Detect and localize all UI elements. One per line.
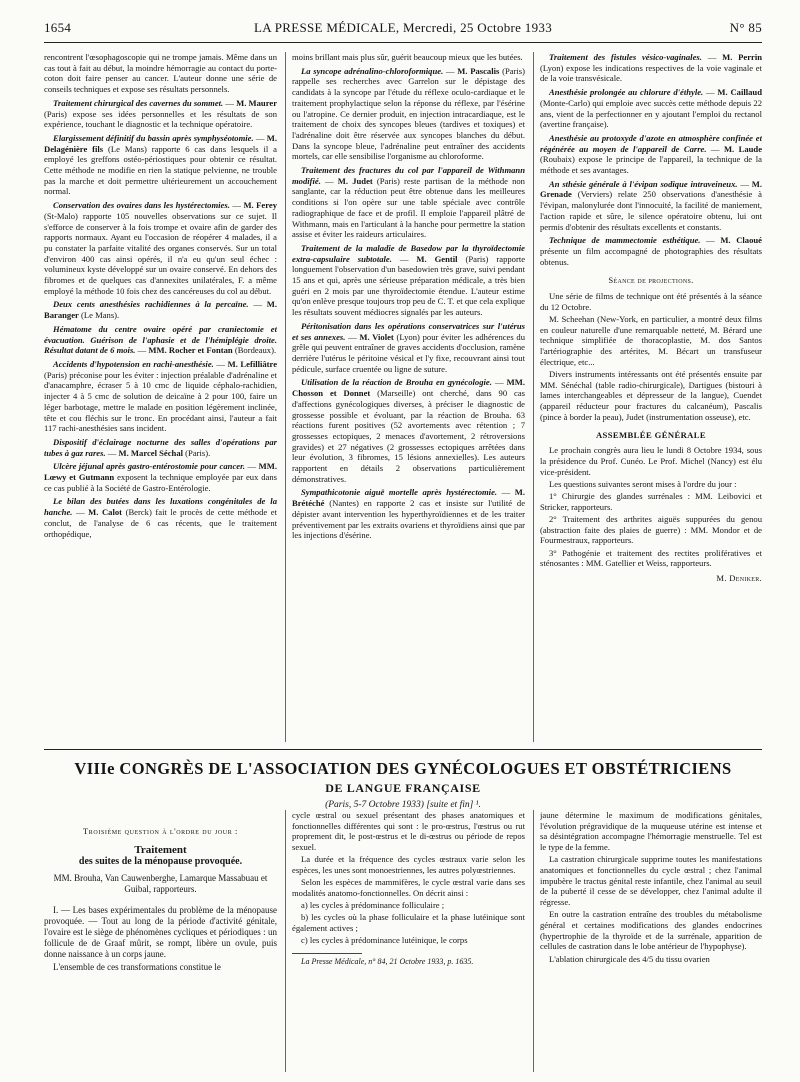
communication-entry: Traitement chirurgical des cavernes du sommet. — M. Maurer (Paris) expose ses idées personnelles et les résultats de son expérience, touchant le diagnostic et la technique opératoire. xyxy=(44,97,277,130)
communication-title: Anesthésie prolongée au chlorure d'éthyle. xyxy=(549,87,704,98)
communication-author: M. Lefilliâtre xyxy=(227,358,277,369)
communication-author: M. Delagénière fils xyxy=(44,132,277,154)
communication-text: expose ses idées personnelles et les résultats de son expérience, touchant le diagnostic et la technique opératoire. xyxy=(44,108,277,130)
communication-entry: Anesthésie au protoxyde d'azote en atmosphère confinée et régénérée au moyen de l'appareil de Carre. — M. Laude (Roubaix) expose le principe de l'appareil, la technique de la méthode et ses avantages. xyxy=(540,132,762,176)
communication-author: MM. Rocher et Fontan xyxy=(148,345,233,356)
report-rapporteurs: MM. Brouha, Van Cauwenberghe, Lamarque Massabuau et Guibal, rapporteurs. xyxy=(53,873,268,894)
communication-title: Technique de mammectomie esthétique. xyxy=(549,235,701,246)
communication-entry: Technique de mammectomie esthétique. — M. Claoué présente un film accompagné de photographies des résultats obtenus. xyxy=(540,235,762,267)
column-divider xyxy=(285,810,286,1072)
communication-author: M. Violet xyxy=(359,331,394,342)
column-divider xyxy=(533,52,534,742)
communication-place: (St-Malo) xyxy=(44,210,78,221)
communication-author: M. Claoué xyxy=(720,235,762,246)
communication-title: Accidents d'hypotension en rachi-anesthésie. xyxy=(53,358,214,369)
communication-author: M. Judet xyxy=(337,175,373,186)
communication-title: Deux cents anesthésies rachidiennes à la percaïne. xyxy=(53,299,249,310)
communication-place: (Verviers) xyxy=(577,189,613,200)
communication-title: Le bilan des butées dans les luxations congénitales de la hanche. xyxy=(44,496,277,518)
communication-author: M. Baranger xyxy=(44,299,277,321)
communication-title: Utilisation de la réaction de Brouha en gynécologie. xyxy=(301,377,492,388)
communication-entry: Deux cents anesthésies rachidiennes à la percaïne. — M. Baranger (Le Mans). xyxy=(44,299,277,321)
report-list-item: c) les cycles à prédominance lutéinique, le corps xyxy=(301,935,468,946)
communication-author: M. Grenade xyxy=(540,178,762,200)
communication-title: Traitement des fractures du col par l'appareil de Withmann modifié. xyxy=(292,165,525,186)
report-paragraph: L'ensemble de ces transformations constitue le xyxy=(53,961,221,972)
communication-author: MM. Lœwy et Gutmann xyxy=(44,461,277,483)
communication-text: reste partisan de la méthode non sanglante, car la réduction peut être obtenue dans les meilleures conditions si l'on opère sur une table spéciale avec contrôle radiographique de face et de profil. Il emploie l'appareil plâtré de Withmann, mais en l'articulant à la hanche pour permettre la station assise et éviter les raideurs articulaires. xyxy=(292,175,525,240)
issue-number: N° 85 xyxy=(729,20,762,35)
communication-author: M. Perrin xyxy=(722,52,762,62)
communication-text: moins brillant mais plus sûr, guérit beaucoup mieux que les butées. xyxy=(292,52,523,62)
report-subtitle: des suites de la ménopause provoquée. xyxy=(78,856,243,867)
column-3 xyxy=(540,52,762,746)
communication-place: (Paris). xyxy=(185,447,211,458)
projections-paragraph: Une série de films de technique ont été présentés à la séance du 12 Octobre. xyxy=(540,291,762,312)
communication-author: M. Pascalis xyxy=(457,65,500,76)
communication-entry xyxy=(44,52,277,95)
communication-entry: Traitement des fractures du col par l'appareil de Withmann modifié. — M. Judet (Paris) reste partisan de la méthode non sanglante, car la réduction peut être obtenue dans les meilleures conditions si l'on opère sur une table spéciale avec contrôle radiographique de face et de profil. Il emploie l'appareil plâtré de Withmann, mais en l'articulant à la hanche pour permettre la station assise et éviter les raideurs articulaires. xyxy=(292,165,525,240)
communication-text: pour éviter les adhérences du grêle qui peuvent entraîner de graves accidents d'occlusion, ramène derrière l'utérus le péritoine vésical et l'y fixe, recouvrant ainsi tout pédicule, surface cruentée ou ligne de suture. xyxy=(292,331,525,374)
communication-text: exposent la technique employée par eux dans ce cas publié à la Société de Gastro-Entérologie. xyxy=(44,472,277,493)
communication-place: (Le Mans). xyxy=(81,310,120,321)
communication-entry: Ulcère jéjunal après gastro-entérostomie pour cancer. — MM. Lœwy et Gutmann exposent la technique employée par eux dans ce cas publié à la Société de Gastro-Entérologie. xyxy=(44,461,277,493)
communication-text: en rapporte 2 cas et insiste sur l'utilité de dépister avant intervention les hyperthyroïdiennes et de les traiter préventivement par les extraits ovariens et thyroïdiens ainsi que par les injections d'ésérine. xyxy=(292,498,525,541)
report-paragraph: jaune détermine le maximum de modifications génitales, l'évolution prégravidique de la muqueuse utérine est intense et sa désintégration accompagne l'hémorragie menstruelle. Tel est le type de la femme. xyxy=(540,810,762,853)
report-list-item: b) les cycles où la phase folliculaire et la phase lutéinique sont également actives ; xyxy=(292,912,525,934)
journal-title: LA PRESSE MÉDICALE, Mercredi, 25 Octobre 1933 xyxy=(253,20,553,35)
communication-text: rapporte 105 nouvelles observations sur ce sujet. Il s'efforce de conserver à la fois trompe et ovaire afin de garder des rapports normaux. Ayant eu l'occasion de réopérer 4 malades, il a pu constater la parfaite vitalité des organes conservés. Sur un total d'environ 400 cas ainsi opérés, il n'a eu qu'un seul échec : volumineux kyste développé sur un ovaire conservé. En dehors des fibromes et de quelques cas d'annexites unilatérales, F. a même employé la méthode 10 fois chez des cancéreuses du col au début. xyxy=(44,210,277,296)
page-number: 1654 xyxy=(44,20,72,35)
signature: M. Deniker. xyxy=(716,572,762,583)
projections-heading: Séance de projections. xyxy=(608,275,694,286)
assemblee-paragraph: Les questions suivantes seront mises à l'ordre du jour : xyxy=(549,478,737,489)
assemblee-paragraph: Le prochain congrès aura lieu le lundi 8 Octobre 1934, sous la présidence du Prof. Cunéo. Le Prof. Michel (Nancy) est élu vice-président. xyxy=(540,445,762,477)
bottom-column-1 xyxy=(44,822,277,1072)
communication-title: Traitement de la maladie de Basedow par la thyroïdectomie extra-capsulaire subtotale. xyxy=(292,242,525,264)
communication-author: M. Laude xyxy=(723,143,762,154)
communication-text: ont cherché, dans 90 cas d'affections gynécologiques diverses, à préciser le diagnostic de grossesse possible et évoluant, par la réaction de Brouha. 63 réactions furent positives (52 avortements avec rétention ; 7 grossesses ectopiques, 2 menaces d'avortement, 2 rétroversions gravides) et 27 négatives (2 grossesses ectopiques arrêtées dans leur évolution, 3 fibromes, 15 lésions annexielles). Les auteurs rapportent en détails 2 observations particulièrement démonstratives. xyxy=(292,388,525,484)
footnote: La Presse Médicale, n° 84, 21 Octobre 1933, p. 1635. xyxy=(301,956,474,966)
communication-author: M. Gentil xyxy=(416,253,458,264)
report-title: Traitement xyxy=(134,844,187,856)
report-paragraph: La durée et la fréquence des cycles œstraux varie selon les espèces, les unes sont monoestriennes, les autres polyœstriennes. xyxy=(292,854,525,876)
communication-entry: La syncope adrénalino-chloroformique. — M. Pascalis (Paris) rappelle ses recherches avec Garrelon sur le dépistage des candidats à la syncope par l'étude du réflexe oculo-cardiaque et le traitement prophylactique selon la réponse du réflexe, par l'ésérine ou l'atropine. Ce dernier produit, en injection intracardiaque, est le traitement de choix des syncopes bleues (tardives et toxiques) et l'adrénaline doit être réservée aux syncopes blanches du début. Dans la syncope bleue, l'adrénaline peut entraîner des accidents mortels, car elle sensibilise l'organisme au chloroforme. xyxy=(292,65,525,162)
communication-title: Anesthésie au protoxyde d'azote en atmosphère confinée et régénérée au moyen de l'appareil de Carre. xyxy=(540,132,762,154)
communication-place: (Monte-Carlo) xyxy=(540,97,591,108)
communication-entry: Dispositif d'éclairage nocturne des salles d'opérations par tubes à gaz rares. — M. Marcel Séchal (Paris). xyxy=(44,436,277,458)
communication-title: Ulcère jéjunal après gastro-entérostomie pour cancer. xyxy=(53,461,246,472)
projections-paragraph: Divers instruments intéressants ont été présentés ensuite par MM. Sénéchal (table radio-chirurgicale), Dartigues (bistouri à lames interchangeables et dépresseur de la langue), Cuendet (appareil réducteur pour fractures du calcanéum), Pascalis (pince à border la peau), Judet (instrumentation osseuse), etc. xyxy=(540,368,762,422)
communication-text: rapporte 6 cas dans lesquels il a employé les greffons ostéo-périostiques pour obtenir ce résultat. Cette méthode ne modifie en rien la statique pelvienne, ne trouble pas la marche et doit permettre ultérieurement un accouchement normal. xyxy=(44,143,277,197)
communication-text: rencontrent l'œsophagoscopie qui ne trompe jamais. Même dans un cas tout à fait au début, la moindre hémorragie au contact du porte-coton doit faire penser au cancer. L'auteur donne une série de conseils techniques et expose ses résultats personnels. xyxy=(44,52,277,95)
column-3-communications xyxy=(540,52,762,267)
communication-place: (Paris) xyxy=(376,175,400,186)
column-divider xyxy=(285,52,286,742)
agenda-item: 2° Traitement des arthrites aiguës suppurées du genou (abstraction faite des plaies de guerre) : MM. Mondor et de Fourmestraux, rapporteurs. xyxy=(540,513,762,546)
communication-title: Traitement des fistules vésico-vaginales. xyxy=(549,52,702,62)
communication-place: (Paris) xyxy=(44,108,67,119)
communication-entry: Accidents d'hypotension en rachi-anesthésie. — M. Lefilliâtre (Paris) préconise pour les éviter : injection préalable d'adrénaline et d'anacamphre, écraser 5 à 10 cmc de liquide céphalo-rachidien, injecter 4 à 5 cmc de solution de deicaïne à 2 pour 100, faire un léger barbotage, mettre le malade en position légèrement inclinée, tête et cou fléchis sur le tronc. En procédant ainsi, l'auteur a fait 117 rachi-anesthésies sans incident. xyxy=(44,358,277,434)
communication-title: Conservation des ovaires dans les hystérectomies. xyxy=(53,200,230,211)
communication-text: rappelle ses recherches avec Garrelon sur le dépistage des candidats à la syncope par l'étude du réflexe oculo-cardiaque et le traitement prophylactique selon la réponse du réflexe, par l'ésérine ou l'atropine. Ce dernier produit, en injection intracardiaque, est le traitement de choix des syncopes bleues (tardives et toxiques) et l'adrénaline doit être réservée aux syncopes blanches du début. Dans la syncope bleue, l'adrénaline peut entraîner des accidents mortels, car elle sensibilise l'organisme au chloroforme. xyxy=(292,76,525,162)
communication-place: (Lyon) xyxy=(396,331,420,342)
report-list-item: a) les cycles à prédominance folliculaire ; xyxy=(301,900,445,911)
communication-text: qui emploie avec succès cette méthode depuis 22 ans, vient de la perfectionner en y ajoutant l'emploi du rectanol (avertine française). xyxy=(540,97,762,130)
communication-entry: Traitement des fistules vésico-vaginales. — M. Perrin (Lyon) expose les indications respectives de la voie vaginale et de la voie transvésicale. xyxy=(540,52,762,84)
assemblee-heading: ASSEMBLÉE GÉNÉRALE xyxy=(595,429,707,440)
report-paragraph: L'ablation chirurgicale des 4/5 du tissu ovarien xyxy=(549,953,710,964)
communication-text: présente un film accompagné de photographies des résultats obtenus. xyxy=(540,245,762,267)
question-heading: Troisième question à l'ordre du jour : xyxy=(83,826,238,836)
bottom-column-2 xyxy=(292,810,525,1072)
communication-author: M. Calot xyxy=(88,507,123,518)
communication-place: (Bordeaux). xyxy=(234,345,277,356)
communication-entry: Elargissement définitif du bassin après symphyséotomie. — M. Delagénière fils (Le Mans) rapporte 6 cas dans lesquels il a employé les greffons ostéo-périostiques pour obtenir ce résultat. Cette méthode ne modifie en rien la statique pelvienne, ne trouble pas la marche et doit permettre ultérieurement un accouchement normal. xyxy=(44,132,277,197)
header-rule xyxy=(44,42,762,43)
report-paragraph: En outre la castration entraîne des troubles du métabolisme général et certaines modifications des glandes endocrines (hypertrophie de la thyroïde et de la surrénale, apparition de cellules de castration dans le lobe antérieur de l'hypophyse). xyxy=(540,909,762,952)
communication-text: fait le procès de cette méthode et conclut, de l'analyse de 6 cas récents, que le traitement orthopédique, xyxy=(44,507,277,539)
communication-place: (Le Mans) xyxy=(108,143,147,154)
communication-author: M. Caillaud xyxy=(717,87,762,98)
column-divider xyxy=(533,810,534,1072)
communication-text: relate 250 observations d'anesthésie à l'évipan, malonylurée dont l'innocuité, la facilité de maniement, l'action rapide et sûre, le silence opératoire obtenu, lui ont permis d'obtenir des résultats excellents et constants. xyxy=(540,189,762,232)
congress-subtitle: DE LANGUE FRANÇAISE xyxy=(325,781,481,795)
communication-title: An sthésie générale à l'évipan sodique intraveineux. xyxy=(549,178,738,189)
communication-place: (Paris) xyxy=(44,369,67,380)
report-paragraph: cycle œstral ou sexuel présentant des phases anatomiques et fonctionnelles différentes qui sont : le pro-œstrus, l'œstrus ou rut proprement dit, le post-œstrus et le di-œstrus ou période de repos sexuel. xyxy=(292,810,525,853)
communication-author: M. Maurer xyxy=(236,97,277,108)
communication-title: Traitement chirurgical des cavernes du sommet. xyxy=(53,97,224,108)
congress-title: VIIIe CONGRÈS DE L'ASSOCIATION DES GYNÉCOLOGUES ET OBSTÉTRICIENS xyxy=(74,759,732,778)
agenda-item: 3° Pathogénie et traitement des rectites prolifératives et sténosantes : MM. Gatellier et Weiss, rapporteurs. xyxy=(540,547,762,569)
communication-author: M. Brétéché xyxy=(292,487,525,509)
communication-entry: Péritonisation dans les opérations conservatrices sur l'utérus et ses annexes. — M. Violet (Lyon) pour éviter les adhérences du grêle qui peuvent entraîner de graves accidents d'occlusion, ramène derrière l'utérus le péritoine vésical et l'y fixe, recouvrant ainsi tout pédicule, surface cruentée ou ligne de suture. xyxy=(292,320,525,374)
communication-entry: An sthésie générale à l'évipan sodique intraveineux. — M. Grenade (Verviers) relate 250 observations d'anesthésie à l'évipan, malonylurée dont l'innocuité, la facilité de maniement, l'action rapide et sûre, le silence opératoire obtenu, lui ont permis d'obtenir des résultats excellents et constants. xyxy=(540,178,762,232)
page-header xyxy=(44,20,762,38)
communication-author: M. Ferey xyxy=(243,200,277,211)
communication-author: M. Marcel Séchal xyxy=(118,447,184,458)
agenda-item: 1° Chirurgie des glandes surrénales : MM. Leibovici et Stricker, rapporteurs. xyxy=(540,491,762,512)
column-2 xyxy=(292,52,525,746)
communication-entry: Hématome du centre ovaire opéré par craniectomie et évacuation. Guérison de l'aphasie et de l'hémiplégie droite. Résultat datant de 6 mois. — MM. Rocher et Fontan (Bordeaux). xyxy=(44,323,277,356)
communication-place: (Marseille) xyxy=(377,388,416,399)
report-paragraph: Selon les espèces de mammifères, le cycle œstral varie dans ses modalités anatomo-fonctionnelles. On décrit ainsi : xyxy=(292,877,525,898)
footnote-rule xyxy=(292,953,362,954)
communication-title: Hématome du centre ovaire opéré par craniectomie et évacuation. Guérison de l'aphasie et de l'hémiplégie droite. Résultat datant de 6 mois. xyxy=(44,323,277,356)
communication-title: Elargissement définitif du bassin après symphyséotomie. xyxy=(53,132,254,143)
communication-place: (Paris) xyxy=(465,253,489,264)
communication-entry: Traitement de la maladie de Basedow par la thyroïdectomie extra-capsulaire subtotale. — M. Gentil (Paris) rapporte longuement l'observation d'un basedowien très grave, suivi pendant 15 ans et qui, après une sérieuse préparation médicale, a très bien guéri en 2 mois par une thyroïdectomie étendue. L'auteur estime qu'on enlève presque toujours trop peu de C. T. et que cela explique les résultats souvent médiocres signalés par les auteurs. xyxy=(292,242,525,318)
section-rule xyxy=(44,749,762,750)
report-paragraph: La castration chirurgicale supprime toutes les manifestations anatomiques et fonctionnelles du cycle œstral ; chez l'animal impubère le tractus génital reste infantile, chez l'animal au seuil de la puberté il cesse de se développer, chez l'animal adulte il régresse. xyxy=(540,854,762,908)
communication-title: Péritonisation dans les opérations conservatrices sur l'utérus et ses annexes. xyxy=(292,320,525,342)
communication-title: Sympathicotonie aiguë mortelle après hystérectomie. xyxy=(301,487,498,498)
report-paragraph: I. — Les bases expérimentales du problème de la ménopause provoquée. — Tout au long de la période d'activité génitale, l'ovaire est le siège de phénomènes cycliques et périodiques : un follicule de de Graaf mûrit, se rompt, libère un ovule, puis donne naissance à un corps jaune. xyxy=(44,905,277,959)
communication-entry xyxy=(292,52,525,63)
communication-entry: Anesthésie prolongée au chlorure d'éthyle. — M. Caillaud (Monte-Carlo) qui emploie avec succès cette méthode depuis 22 ans, vient de la perfectionner en y ajoutant l'emploi du rectanol (avertine française). xyxy=(540,87,762,130)
communication-entry: Sympathicotonie aiguë mortelle après hystérectomie. — M. Brétéché (Nantes) en rapporte 2 cas et insiste sur l'utilité de dépister avant intervention les hyperthyroïdiennes et de les traiter préventivement par les extraits ovariens et thyroïdiens ainsi que par les injections d'ésérine. xyxy=(292,487,525,541)
communication-place: (Berck) xyxy=(125,507,152,518)
projections-paragraph: M. Scheehan (New-York, en particulier, a montré deux films en couleur naturelle d'une remarquable netteté, M. Bérard une technique simplifiée de thoracoplastie, M. dos Santos l'artériographie des artérites, M. Bécart un transfuseur électrique, etc... xyxy=(540,313,762,367)
communication-place: (Lyon) xyxy=(540,62,564,73)
communication-entry: Conservation des ovaires dans les hystérectomies. — M. Ferey (St-Malo) rapporte 105 nouvelles observations sur ce sujet. Il s'efforce de conserver à la fois trompe et ovaire afin de garder des rapports normaux. Ayant eu l'occasion de réopérer 4 malades, il a pu constater la parfaite vitalité des organes conservés. Sur un total d'environ 400 cas ainsi opérés, il n'a eu qu'un seul échec : volumineux kyste développé sur un ovaire conservé. En dehors des fibromes et de quelques cas d'annexites unilatérales, F. a même employé la méthode 10 fois chez des cancéreuses du col au début. xyxy=(44,200,277,296)
communication-author: MM. Chosson et Donnet xyxy=(292,377,525,399)
communication-place: (Paris) xyxy=(502,65,525,76)
communication-text: expose les indications respectives de la voie vaginale et de la voie transvésicale. xyxy=(540,62,762,84)
communication-entry: Utilisation de la réaction de Brouha en gynécologie. — MM. Chosson et Donnet (Marseille) ont cherché, dans 90 cas d'affections gynécologiques diverses, à préciser le diagnostic de grossesse possible et évoluant, par la réaction de Brouha. 63 réactions furent positives (52 avortements avec rétention ; 7 grossesses ectopiques, 2 menaces d'avortement, 2 rétroversions gravides) et 27 négatives (2 grossesses ectopiques arrêtées dans leur évolution, 3 fibromes, 15 lésions annexielles). Les auteurs rapportent en détails 2 observations particulièrement démonstratives. xyxy=(292,377,525,484)
communication-title: La syncope adrénalino-chloroformique. xyxy=(301,65,444,76)
communication-text: rapporte longuement l'observation d'un basedowien très grave, suivi pendant 15 ans et qui, après une sérieuse préparation médicale, a très bien guéri en 2 mois par une thyroïdectomie étendue. L'auteur estime qu'on enlève presque toujours trop peu de C. T. et que cela explique les résultats souvent médiocres signalés par les auteurs. xyxy=(292,253,525,318)
column-1 xyxy=(44,52,277,746)
bottom-column-3 xyxy=(540,810,762,1072)
communication-text: préconise pour les éviter : injection préalable d'adrénaline et d'anacamphre, écraser 5 à 10 cmc de liquide céphalo-rachidien, injecter 4 à 5 cmc de solution de deicaïne à 2 pour 100, faire un léger barbotage, mettre le malade en position légèrement inclinée, tête et cou fléchis sur le tronc. En procédant ainsi, l'auteur a fait 117 rachi-anesthésies sans incident. xyxy=(44,369,277,434)
communication-entry: Le bilan des butées dans les luxations congénitales de la hanche. — M. Calot (Berck) fait le procès de cette méthode et conclut, de l'analyse de 6 cas récents, que le traitement orthopédique, xyxy=(44,496,277,539)
communication-text: expose le principe de l'appareil, la technique de la méthode et ses avantages. xyxy=(540,154,762,176)
communication-place: (Nantes) xyxy=(329,498,359,509)
communication-place: (Roubaix) xyxy=(540,154,575,165)
communication-title: Dispositif d'éclairage nocturne des salles d'opérations par tubes à gaz rares. xyxy=(44,436,277,458)
congress-dates: (Paris, 5-7 Octobre 1933) [suite et fin] ¹. xyxy=(325,800,481,810)
